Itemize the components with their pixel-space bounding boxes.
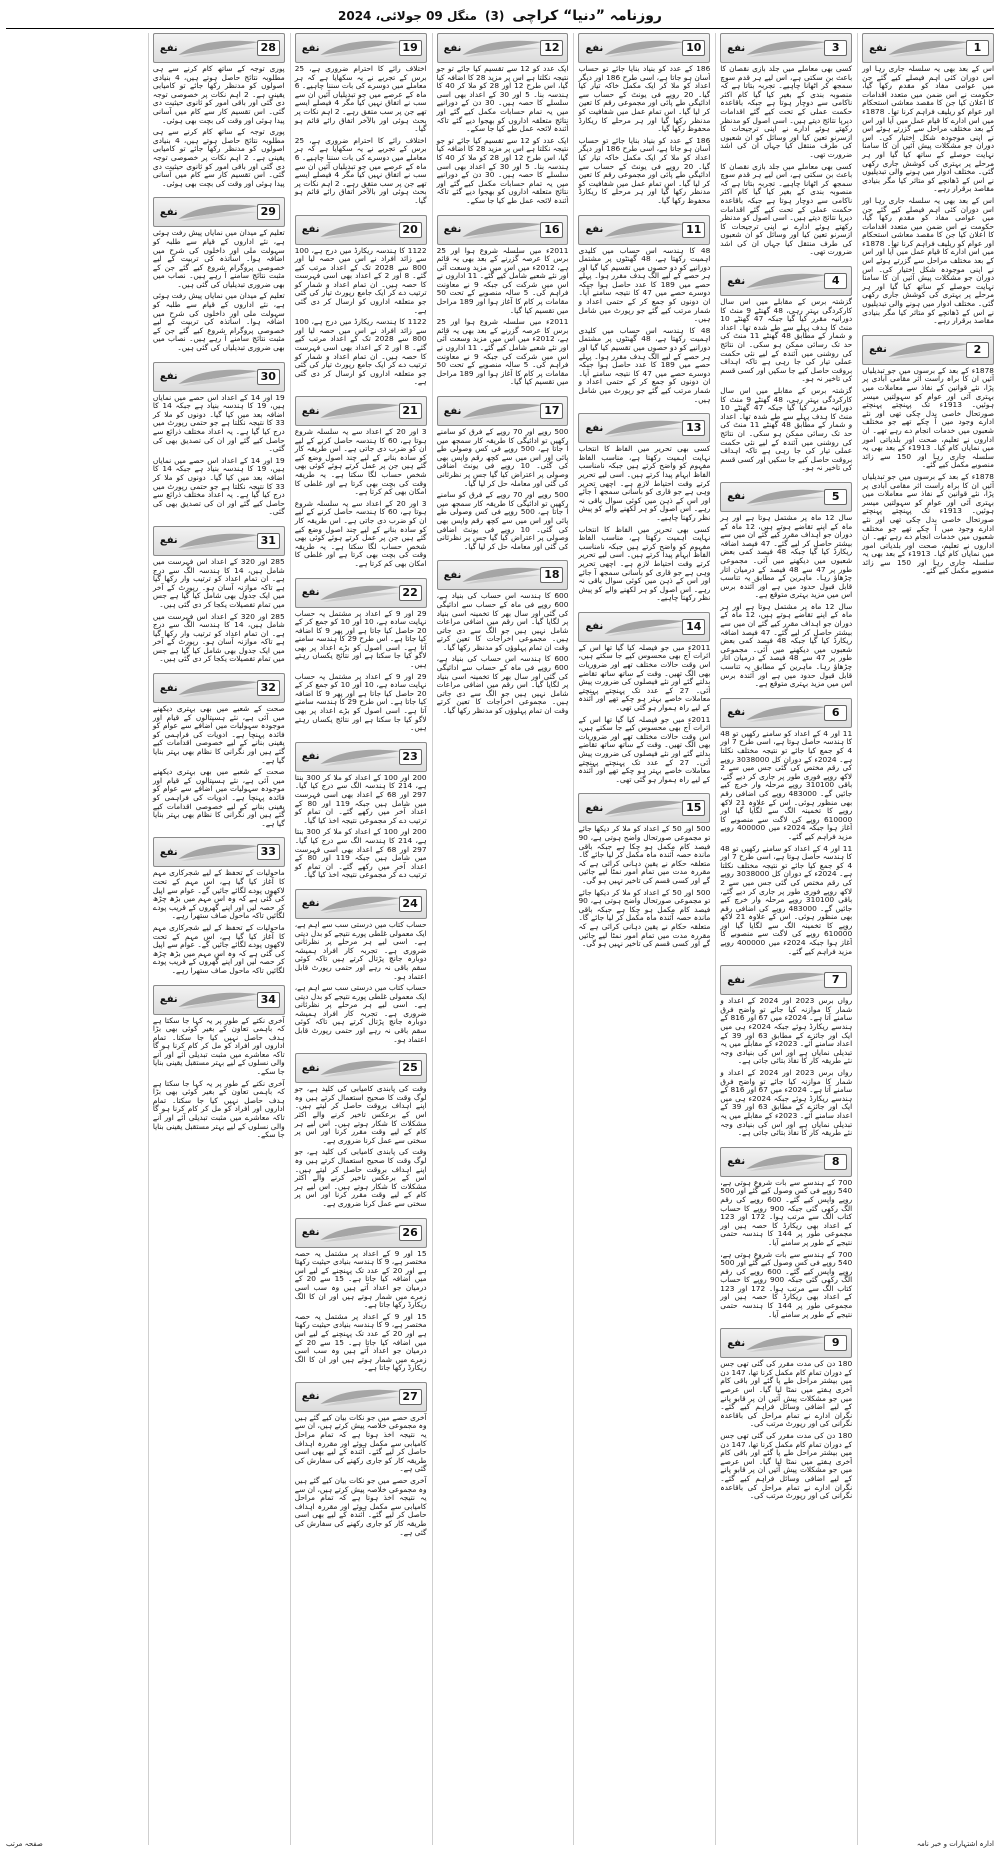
article-number: 4 — [824, 273, 847, 289]
article-block — [437, 396, 569, 554]
article-body: 1878ء کے بعد کے برسوں میں جو تبدیلیاں آئیں ان کا براہ راست اثر مقامی آبادی پر پڑا، نئے قوانین کے نفاذ سے معاملات میں بہتری آئی اور عوام کو سہولتیں میسر ہوئیں۔ 1913ء تک پہنچتے پہنچتے صورتحال خاصی بدل چکی تھی اور نئے ادارے وجود میں آ چکے تھے جو مختلف شعبوں میں خدمات انجام دے رہے تھے۔ ان اداروں نے تعلیم، صحت اور بلدیاتی امور میں نمایاں کام کیا۔ 1913ء کے بعد بھی یہ سلسلہ جاری رہا اور 150 سے زائد منصوبے مکمل کیے گئے۔ 1878ء کے بعد کے برسوں میں جو تبدیلیاں آئیں ان کا براہ راست اثر مقامی آبادی پر پڑا، نئے قوانین کے نفاذ سے معاملات میں بہتری آئی اور عوام کو سہولتیں میسر ہوئیں۔ 1913ء تک پہنچتے پہنچتے صورتحال خاصی بدل چکی تھی اور نئے ادارے وجود میں آ چکے تھے جو مختلف شعبوں میں خدمات انجام دے رہے تھے۔ ان اداروں نے تعلیم، صحت اور بلدیاتی امور میں نمایاں کام کیا۔ 1913ء کے بعد بھی یہ سلسلہ جاری رہا اور 150 سے زائد منصوبے مکمل کیے گئے۔ — [862, 365, 994, 576]
article-label: نفع — [727, 42, 746, 54]
banner-swoosh-icon — [603, 219, 686, 241]
banner-swoosh-icon — [319, 1222, 402, 1244]
column-6 — [148, 33, 285, 1845]
article-body: آخری نکتے کے طور پر یہ کہا جا سکتا ہے کہ باہمی تعاون کے بغیر کوئی بھی بڑا ہدف حاصل نہیں کیا جا سکتا۔ تمام اداروں اور افراد کو مل کر کام کرنا ہو گا تاکہ معاشرے میں مثبت تبدیلی آئے اور آنے والی نسلوں کے لیے بہتر مستقبل یقینی بنایا جا سکے۔ آخری نکتے کے طور پر یہ کہا جا سکتا ہے کہ باہمی تعاون کے بغیر کوئی بھی بڑا ہدف حاصل نہیں کیا جا سکتا۔ تمام اداروں اور افراد کو مل کر کام کرنا ہو گا تاکہ معاشرے میں مثبت تبدیلی آئے اور آنے والی نسلوں کے لیے بہتر مستقبل یقینی بنایا جا سکے۔ — [152, 1015, 285, 1140]
article-number: 13 — [682, 420, 705, 436]
article-banner — [437, 215, 569, 245]
article-label: نفع — [727, 1337, 746, 1349]
banner-swoosh-icon — [603, 616, 686, 638]
article-label: نفع — [585, 422, 604, 434]
article-block — [720, 33, 852, 260]
banner-swoosh-icon — [461, 37, 544, 59]
banner-swoosh-icon — [745, 702, 828, 724]
article-block — [153, 33, 285, 191]
article-banner — [295, 742, 427, 772]
article-body: 1122 کا ہندسہ ریکارڈ میں درج ہے، 100 سے زائد افراد نے اس میں حصہ لیا اور 800 سے 2028 تک کے اعداد مرتب کیے گئے۔ 8 اور 2 کے اعداد بھی اسی فہرست کا حصہ ہیں۔ ان تمام اعداد و شمار کو ترتیب دے کر ایک جامع رپورٹ تیار کی گئی جو متعلقہ اداروں کو ارسال کر دی گئی ہے۔ 1122 کا ہندسہ ریکارڈ میں درج ہے، 100 سے زائد افراد نے اس میں حصہ لیا اور 800 سے 2028 تک کے اعداد مرتب کیے گئے۔ 8 اور 2 کے اعداد بھی اسی فہرست کا حصہ ہیں۔ ان تمام اعداد و شمار کو ترتیب دے کر ایک جامع رپورٹ تیار کی گئی جو متعلقہ اداروں کو ارسال کر دی گئی ہے۔ — [294, 245, 427, 387]
article-number: 6 — [824, 705, 847, 721]
article-number: 30 — [257, 369, 280, 385]
article-banner — [295, 578, 427, 608]
article-body: 180 دن کی مدت مقرر کی گئی تھی جس کے دوران تمام کام مکمل کرنا تھا، 147 دن میں بیشتر مراحل طے پا گئے اور باقی کام آخری ہفتے میں نمٹا لیا گیا۔ اس عرصے میں جو مشکلات پیش آئیں ان پر قابو پانے کے لیے اضافی وسائل فراہم کیے گئے۔ نگران ادارے نے تمام مراحل کی باقاعدہ نگرانی کی اور رپورٹ مرتب کی۔ 180 دن کی مدت مقرر کی گئی تھی جس کے دوران تمام کام مکمل کرنا تھا، 147 دن میں بیشتر مراحل طے پا گئے اور باقی کام آخری ہفتے میں نمٹا لیا گیا۔ اس عرصے میں جو مشکلات پیش آئیں ان پر قابو پانے کے لیے اضافی وسائل فراہم کیے گئے۔ نگران ادارے نے تمام مراحل کی باقاعدہ نگرانی کی اور رپورٹ مرتب کی۔ — [720, 1359, 853, 1501]
article-label: نفع — [301, 405, 320, 417]
article-body: حساب کتاب میں درستی سب سے اہم ہے، ایک معمولی غلطی پورے نتیجے کو بدل دیتی ہے۔ اسی لیے ہر مرحلے پر نظرثانی ضروری ہے۔ تجربہ کار افراد ہمیشہ دوبارہ جانچ پڑتال کرتے ہیں تاکہ کوئی سقم باقی نہ رہے اور حتمی رپورٹ قابل اعتماد ہو۔ حساب کتاب میں درستی سب سے اہم ہے، ایک معمولی غلطی پورے نتیجے کو بدل دیتی ہے۔ اسی لیے ہر مرحلے پر نظرثانی ضروری ہے۔ تجربہ کار افراد ہمیشہ دوبارہ جانچ پڑتال کرتے ہیں تاکہ کوئی سقم باقی نہ رہے اور حتمی رپورٹ قابل اعتماد ہو۔ — [294, 919, 427, 1044]
column-1 — [857, 33, 994, 1845]
article-label: نفع — [585, 42, 604, 54]
footer-right-note: ادارہ اشتہارات و خبر نامہ — [916, 1840, 994, 1848]
article-body: رواں برس 2023 اور 2024 کے اعداد و شمار کا موازنہ کیا جائے تو واضح فرق سامنے آتا ہے۔ 2024ء میں 67 اور 816 کے ہندسے ریکارڈ ہوئے جبکہ 2024ء ہی میں ایک اور جائزے کے مطابق 63 اور 39 کے اعداد سامنے آئے۔ 2023ء کے مقابلے میں یہ تبدیلی نمایاں ہے اور اس کی بنیادی وجہ نئے طریقہ کار کا نفاذ بتائی جاتی ہے۔ رواں برس 2023 اور 2024 کے اعداد و شمار کا موازنہ کیا جائے تو واضح فرق سامنے آتا ہے۔ 2024ء میں 67 اور 816 کے ہندسے ریکارڈ ہوئے جبکہ 2024ء ہی میں ایک اور جائزے کے مطابق 63 اور 39 کے اعداد سامنے آئے۔ 2023ء کے مقابلے میں یہ تبدیلی نمایاں ہے اور اس کی بنیادی وجہ نئے طریقہ کار کا نفاذ بتائی جاتی ہے۔ — [720, 996, 853, 1138]
column-7 — [6, 33, 143, 1845]
article-body: 2011ء میں سلسلہ شروع ہوا اور 25 برس کا عرصہ گزرنے کے بعد بھی یہ قائم ہے، 2012ء میں اس میں مزید وسعت آئی اور نئے شعبے شامل کیے گئے۔ 11 اداروں نے اس میں شرکت کی جبکہ 9 نے معاونت فراہم کی۔ 5 سالہ منصوبے کے تحت 50 مقامات پر کام کا آغاز ہوا اور 189 مراحل میں تقسیم کیا گیا۔ 2011ء میں سلسلہ شروع ہوا اور 25 برس کا عرصہ گزرنے کے بعد بھی یہ قائم ہے، 2012ء میں اس میں مزید وسعت آئی اور نئے شعبے شامل کیے گئے۔ 11 اداروں نے اس میں شرکت کی جبکہ 9 نے معاونت فراہم کی۔ 5 سالہ منصوبے کے تحت 50 مقامات پر کام کا آغاز ہوا اور 189 مراحل میں تقسیم کیا گیا۔ — [436, 245, 569, 387]
article-label: نفع — [727, 974, 746, 986]
banner-swoosh-icon — [745, 1151, 828, 1173]
article-banner — [295, 1382, 427, 1412]
article-body: پوری توجہ کے ساتھ کام کرنے سے ہی مطلوبہ نتائج حاصل ہوتے ہیں، 4 بنیادی اصولوں کو مدنظر رکھا جائے تو کامیابی یقینی ہے۔ 2 اہم نکات پر خصوصی توجہ دی گئی اور باقی امور کو ثانوی حیثیت دی گئی۔ اس تقسیم کار سے کام میں آسانی پیدا ہوئی اور وقت کی بچت بھی ہوئی۔ پوری توجہ کے ساتھ کام کرنے سے ہی مطلوبہ نتائج حاصل ہوتے ہیں، 4 بنیادی اصولوں کو مدنظر رکھا جائے تو کامیابی یقینی ہے۔ 2 اہم نکات پر خصوصی توجہ دی گئی اور باقی امور کو ثانوی حیثیت دی گئی۔ اس تقسیم کار سے کام میں آسانی پیدا ہوئی اور وقت کی بچت بھی ہوئی۔ — [152, 64, 285, 188]
article-label: نفع — [159, 206, 178, 218]
article-number: 21 — [399, 403, 422, 419]
publication-date: منگل 09 جولائی، 2024 — [338, 9, 477, 23]
article-number: 27 — [399, 1389, 422, 1405]
article-body: ایک عدد کو 12 سے تقسیم کیا جائے تو جو نتیجہ نکلتا ہے اس پر مزید 28 کا اضافہ کیا گیا، اس طرح 12 اور 28 کو ملا کر 40 کا ہندسہ بنا۔ 5 اور 30 کے اعداد بھی اسی سلسلے کا حصہ ہیں۔ 30 دن کے دورانیے میں یہ تمام حسابات مکمل کیے گئے اور نتائج متعلقہ اداروں کو بھجوا دیے گئے تاکہ آئندہ لائحہ عمل طے کیا جا سکے۔ ایک عدد کو 12 سے تقسیم کیا جائے تو جو نتیجہ نکلتا ہے اس پر مزید 28 کا اضافہ کیا گیا، اس طرح 12 اور 28 کو ملا کر 40 کا ہندسہ بنا۔ 5 اور 30 کے اعداد بھی اسی سلسلے کا حصہ ہیں۔ 30 دن کے دورانیے میں یہ تمام حسابات مکمل کیے گئے اور نتائج متعلقہ اداروں کو بھجوا دیے گئے تاکہ آئندہ لائحہ عمل طے کیا جا سکے۔ — [436, 64, 569, 205]
article-number: 10 — [682, 40, 705, 56]
article-block — [153, 837, 285, 978]
article-banner — [295, 889, 427, 919]
article-block — [862, 335, 994, 579]
article-label: نفع — [301, 42, 320, 54]
banner-swoosh-icon — [745, 37, 828, 59]
banner-swoosh-icon — [319, 37, 402, 59]
column-4 — [432, 33, 569, 1845]
article-label: نفع — [585, 224, 604, 235]
article-body: 200 اور 100 کے اعداد کو ملا کر 300 بنتا ہے، 214 کا ہندسہ الگ سے درج کیا گیا۔ 297 اور 68 کے اعداد بھی اسی فہرست میں شامل ہیں جبکہ 119 اور 80 کے اعداد آخر میں رکھے گئے۔ ان تمام کو ترتیب دے کر مجموعی نتیجہ اخذ کیا گیا۔ 200 اور 100 کے اعداد کو ملا کر 300 بنتا ہے، 214 کا ہندسہ الگ سے درج کیا گیا۔ 297 اور 68 کے اعداد بھی اسی فہرست میں شامل ہیں جبکہ 119 اور 80 کے اعداد آخر میں رکھے گئے۔ ان تمام کو ترتیب دے کر مجموعی نتیجہ اخذ کیا گیا۔ — [294, 772, 427, 880]
article-label: نفع — [869, 344, 887, 356]
article-block — [720, 965, 852, 1141]
article-number: 2 — [966, 342, 989, 358]
article-body: 19 اور 14 کے اعداد اس حصے میں نمایاں ہیں، 19 کا ہندسہ بنیاد ہے جبکہ 14 کا اضافہ بعد میں کیا گیا۔ دونوں کو ملا کر 33 کا نتیجہ نکلتا ہے جو حتمی رپورٹ میں درج کیا گیا ہے۔ یہ اعداد مختلف ذرائع سے حاصل کیے گئے اور ان کی تصدیق بھی کی گئی۔ 19 اور 14 کے اعداد اس حصے میں نمایاں ہیں، 19 کا ہندسہ بنیاد ہے جبکہ 14 کا اضافہ بعد میں کیا گیا۔ دونوں کو ملا کر 33 کا نتیجہ نکلتا ہے جو حتمی رپورٹ میں درج کیا گیا ہے۔ یہ اعداد مختلف ذرائع سے حاصل کیے گئے اور ان کی تصدیق بھی کی گئی۔ — [152, 392, 285, 517]
article-banner — [720, 965, 852, 995]
paper-name: روزنامہ ”دنیا“ کراچی — [512, 8, 662, 24]
article-block — [720, 698, 852, 959]
article-label: نفع — [727, 275, 746, 287]
article-banner — [437, 560, 569, 590]
article-banner — [153, 673, 285, 703]
article-block — [578, 413, 710, 606]
article-block — [295, 396, 427, 572]
article-label: نفع — [159, 846, 178, 858]
article-banner — [295, 215, 427, 245]
article-label: نفع — [727, 491, 746, 503]
article-number: 8 — [824, 1154, 847, 1170]
article-label: نفع — [301, 1227, 320, 1239]
article-number: 14 — [682, 619, 705, 635]
article-number: 16 — [540, 222, 563, 238]
article-body: 500 اور 50 کے اعداد کو ملا کر دیکھا جائے تو مجموعی صورتحال واضح ہوتی ہے، 90 فیصد کام مکمل ہو چکا ہے جبکہ باقی ماندہ حصہ آئندہ ماہ مکمل کر لیا جائے گا۔ متعلقہ حکام نے یقین دہانی کرائی ہے کہ مقررہ مدت میں تمام امور نمٹا لیے جائیں گے اور کسی قسم کی تاخیر نہیں ہو گی۔ 500 اور 50 کے اعداد کو ملا کر دیکھا جائے تو مجموعی صورتحال واضح ہوتی ہے، 90 فیصد کام مکمل ہو چکا ہے جبکہ باقی ماندہ حصہ آئندہ ماہ مکمل کر لیا جائے گا۔ متعلقہ حکام نے یقین دہانی کرائی ہے کہ مقررہ مدت میں تمام امور نمٹا لیے جائیں گے اور کسی قسم کی تاخیر نہیں ہو گی۔ — [578, 824, 711, 949]
article-label: نفع — [727, 707, 746, 719]
article-banner — [720, 482, 852, 512]
article-body: صحت کے شعبے میں بھی بہتری دیکھنے میں آئی ہے، نئے ہسپتالوں کے قیام اور موجودہ سہولیات میں اضافے سے عوام کو فائدہ پہنچا ہے۔ ادویات کی فراہمی کو یقینی بنانے کے لیے خصوصی اقدامات کیے گئے ہیں اور نگرانی کا نظام بھی بہتر بنایا گیا ہے۔ صحت کے شعبے میں بھی بہتری دیکھنے میں آئی ہے، نئے ہسپتالوں کے قیام اور موجودہ سہولیات میں اضافے سے عوام کو فائدہ پہنچا ہے۔ ادویات کی فراہمی کو یقینی بنانے کے لیے خصوصی اقدامات کیے گئے ہیں اور نگرانی کا نظام بھی بہتر بنایا گیا ہے۔ — [152, 704, 285, 828]
article-block — [578, 793, 710, 951]
article-block — [437, 33, 569, 209]
article-banner — [153, 362, 285, 392]
article-label: نفع — [585, 621, 604, 633]
article-block — [720, 482, 852, 692]
banner-swoosh-icon — [461, 219, 544, 241]
banner-swoosh-icon — [319, 1057, 402, 1079]
article-block — [437, 560, 569, 718]
article-body: 500 روپے اور 70 روپے کے فرق کو سامنے رکھیں تو ادائیگی کا طریقہ کار سمجھ میں آ جاتا ہے، 500 روپے فی کس وصولی طے پائی اور اس میں سے کچھ رقم واپس بھی کی گئی۔ 10 روپے فی یونٹ اضافی وصولی پر اعتراض کیا گیا جس پر نظرثانی کی گئی اور معاملہ حل کر لیا گیا۔ 500 روپے اور 70 روپے کے فرق کو سامنے رکھیں تو ادائیگی کا طریقہ کار سمجھ میں آ جاتا ہے، 500 روپے فی کس وصولی طے پائی اور اس میں سے کچھ رقم واپس بھی کی گئی۔ 10 روپے فی یونٹ اضافی وصولی پر اعتراض کیا گیا جس پر نظرثانی کی گئی اور معاملہ حل کر لیا گیا۔ — [436, 427, 569, 551]
article-label: نفع — [443, 569, 462, 581]
article-label: نفع — [443, 224, 462, 235]
article-block — [153, 673, 285, 831]
article-banner — [153, 33, 285, 63]
article-body: 15 اور 9 کے اعداد پر مشتمل یہ حصہ مختصر ہے، 9 کا ہندسہ بنیادی حیثیت رکھتا ہے اور 20 کے عدد تک پہنچنے کے لیے اس میں اضافہ کیا جاتا ہے۔ 15 سے 20 کے درمیان جو اعداد آتے ہیں وہ سب اسی زمرے میں شمار ہوتے ہیں اور ان کا الگ ریکارڈ رکھا جاتا ہے۔ 15 اور 9 کے اعداد پر مشتمل یہ حصہ مختصر ہے، 9 کا ہندسہ بنیادی حیثیت رکھتا ہے اور 20 کے عدد تک پہنچنے کے لیے اس میں اضافہ کیا جاتا ہے۔ 15 سے 20 کے درمیان جو اعداد آتے ہیں وہ سب اسی زمرے میں شمار ہوتے ہیں اور ان کا الگ ریکارڈ رکھا جاتا ہے۔ — [294, 1248, 427, 1373]
article-block — [153, 526, 285, 667]
article-banner — [295, 1053, 427, 1083]
banner-swoosh-icon — [177, 841, 260, 863]
article-body: سال 12 ماہ پر مشتمل ہوتا ہے اور ہر ماہ کے اپنے تقاضے ہوتے ہیں، 12 ماہ کے دوران جو اہداف مقرر کیے گئے ان میں سے بیشتر حاصل کر لیے گئے۔ 47 فیصد اضافہ ریکارڈ کیا گیا جبکہ 48 فیصد کمی بعض شعبوں میں دیکھنے میں آئی۔ مجموعی طور پر 47 سے 48 فیصد کے درمیان اتار چڑھاؤ رہا۔ ماہرین کے مطابق یہ تناسب قابل قبول حدود میں ہے اور آئندہ برس اس میں مزید بہتری متوقع ہے۔ سال 12 ماہ پر مشتمل ہوتا ہے اور ہر ماہ کے اپنے تقاضے ہوتے ہیں، 12 ماہ کے دوران جو اہداف مقرر کیے گئے ان میں سے بیشتر حاصل کر لیے گئے۔ 47 فیصد اضافہ ریکارڈ کیا گیا جبکہ 48 فیصد کمی بعض شعبوں میں دیکھنے میں آئی۔ مجموعی طور پر 47 سے 48 فیصد کے درمیان اتار چڑھاؤ رہا۔ ماہرین کے مطابق یہ تناسب قابل قبول حدود میں ہے اور آئندہ برس اس میں مزید بہتری متوقع ہے۔ — [720, 512, 853, 689]
article-label: نفع — [301, 1391, 320, 1403]
article-block — [720, 1328, 852, 1504]
article-block — [295, 1382, 427, 1540]
article-body: 29 اور 9 کے اعداد پر مشتمل یہ حساب نہایت سادہ ہے، 10 اور 10 کو جمع کر کے 20 حاصل کیا جاتا ہے اور پھر 9 کا اضافہ کیا جاتا ہے۔ اس طرح 29 کا ہندسہ سامنے آتا ہے۔ اسی اصول کو بڑے اعداد پر بھی لاگو کیا جا سکتا ہے اور نتائج یکساں رہتے ہیں۔ 29 اور 9 کے اعداد پر مشتمل یہ حساب نہایت سادہ ہے، 10 اور 10 کو جمع کر کے 20 حاصل کیا جاتا ہے اور پھر 9 کا اضافہ کیا جاتا ہے۔ اس طرح 29 کا ہندسہ سامنے آتا ہے۔ اسی اصول کو بڑے اعداد پر بھی لاگو کیا جا سکتا ہے اور نتائج یکساں رہتے ہیں۔ — [294, 608, 427, 733]
article-number: 1 — [966, 40, 989, 56]
article-number: 17 — [540, 403, 563, 419]
article-body: 11 اور 4 کے اعداد کو سامنے رکھیں تو 48 کا ہندسہ حاصل ہوتا ہے، اسی طرح 7 اور 4 کو جمع کیا جائے تو نتیجہ مختلف نکلتا ہے۔ 2024ء کے دوران کل 3038000 روپے کی رقم مختص کی گئی جس میں سے 2 لاکھ روپے فوری طور پر جاری کر دیے گئے، باقی 310100 روپے مرحلہ وار خرچ کیے جائیں گے۔ 483000 روپے کی اضافی رقم بھی منظور ہوئی۔ اس کے علاوہ 21 لاکھ روپے کا تخمینہ الگ سے لگایا گیا اور 610000 روپے کی لاگت سے منصوبے کا آغاز ہوا جبکہ 2024ء میں 400000 روپے مزید فراہم کیے گئے۔ 11 اور 4 کے اعداد کو سامنے رکھیں تو 48 کا ہندسہ حاصل ہوتا ہے، اسی طرح 7 اور 4 کو جمع کیا جائے تو نتیجہ مختلف نکلتا ہے۔ 2024ء کے دوران کل 3038000 روپے کی رقم مختص کی گئی جس میں سے 2 لاکھ روپے فوری طور پر جاری کر دیے گئے، باقی 310100 روپے مرحلہ وار خرچ کیے جائیں گے۔ 483000 روپے کی اضافی رقم بھی منظور ہوئی۔ اس کے علاوہ 21 لاکھ روپے کا تخمینہ الگ سے لگایا گیا اور 610000 روپے کی لاگت سے منصوبے کا آغاز ہوا جبکہ 2024ء میں 400000 روپے مزید فراہم کیے گئے۔ — [720, 728, 853, 956]
article-label: نفع — [443, 405, 462, 417]
article-block — [862, 33, 994, 329]
article-body: 186 کے عدد کو بنیاد بنایا جائے تو حساب آسان ہو جاتا ہے، اسی طرح 186 اور دیگر اعداد کو ملا کر ایک مکمل خاکہ تیار کیا گیا۔ 20 روپے فی یونٹ کے حساب سے ادائیگی طے پائی اور مجموعی رقم کا تعین کر لیا گیا۔ اس تمام عمل میں شفافیت کو مدنظر رکھا گیا اور ہر مرحلے کا ریکارڈ محفوظ رکھا گیا۔ 186 کے عدد کو بنیاد بنایا جائے تو حساب آسان ہو جاتا ہے، اسی طرح 186 اور دیگر اعداد کو ملا کر ایک مکمل خاکہ تیار کیا گیا۔ 20 روپے فی یونٹ کے حساب سے ادائیگی طے پائی اور مجموعی رقم کا تعین کر لیا گیا۔ اس تمام عمل میں شفافیت کو مدنظر رکھا گیا اور ہر مرحلے کا ریکارڈ محفوظ رکھا گیا۔ — [578, 64, 711, 205]
banner-swoosh-icon — [887, 339, 970, 361]
article-banner — [720, 1328, 852, 1358]
article-body: 2011ء میں جو فیصلہ کیا گیا تھا اس کے اثرات آج بھی محسوس کیے جا سکتے ہیں، اس وقت حالات مختلف تھے اور ضروریات بھی الگ تھیں۔ وقت کے ساتھ ساتھ تقاضے بدلتے گئے اور نئے فیصلوں کی ضرورت پیش آئی۔ 27 کے عدد تک پہنچتے پہنچتے معاملات خاصے بہتر ہو چکے تھے اور آئندہ کے لیے راہ ہموار ہو گئی تھی۔ 2011ء میں جو فیصلہ کیا گیا تھا اس کے اثرات آج بھی محسوس کیے جا سکتے ہیں، اس وقت حالات مختلف تھے اور ضروریات بھی الگ تھیں۔ وقت کے ساتھ ساتھ تقاضے بدلتے گئے اور نئے فیصلوں کی ضرورت پیش آئی۔ 27 کے عدد تک پہنچتے پہنچتے معاملات خاصے بہتر ہو چکے تھے اور آئندہ کے لیے راہ ہموار ہو گئی تھی۔ — [578, 642, 711, 784]
article-number: 15 — [682, 800, 705, 816]
column-3 — [573, 33, 710, 1845]
article-label: نفع — [443, 42, 462, 54]
article-body: 48 کا ہندسہ اس حساب میں کلیدی اہمیت رکھتا ہے، 48 گھنٹوں پر مشتمل دورانیے کو دو حصوں میں تقسیم کیا گیا اور ہر حصے کے لیے الگ ہدف مقرر ہوا۔ پہلے حصے میں 189 کا عدد حاصل ہوا جبکہ دوسرے حصے میں 47 کا نتیجہ سامنے آیا۔ ان دونوں کو جمع کر کے حتمی اعداد و شمار مرتب کیے گئے جو رپورٹ میں شامل ہیں۔ 48 کا ہندسہ اس حساب میں کلیدی اہمیت رکھتا ہے، 48 گھنٹوں پر مشتمل دورانیے کو دو حصوں میں تقسیم کیا گیا اور ہر حصے کے لیے الگ ہدف مقرر ہوا۔ پہلے حصے میں 189 کا عدد حاصل ہوا جبکہ دوسرے حصے میں 47 کا نتیجہ سامنے آیا۔ ان دونوں کو جمع کر کے حتمی اعداد و شمار مرتب کیے گئے جو رپورٹ میں شامل ہیں۔ — [578, 245, 711, 404]
article-number: 29 — [257, 204, 280, 220]
article-banner — [578, 612, 710, 642]
article-number: 28 — [257, 40, 280, 56]
article-body: وقت کی پابندی کامیابی کی کلید ہے، جو لوگ وقت کا صحیح استعمال کرتے ہیں وہ اپنے اہداف بروقت حاصل کر لیتے ہیں۔ اس کے برعکس تاخیر کرنے والے اکثر مشکلات کا شکار ہوتے ہیں۔ اس لیے ہر کام کے لیے وقت مقرر کرنا اور اس پر سختی سے عمل کرنا ضروری ہے۔ وقت کی پابندی کامیابی کی کلید ہے، جو لوگ وقت کا صحیح استعمال کرتے ہیں وہ اپنے اہداف بروقت حاصل کر لیتے ہیں۔ اس کے برعکس تاخیر کرنے والے اکثر مشکلات کا شکار ہوتے ہیں۔ اس لیے ہر کام کے لیے وقت مقرر کرنا اور اس پر سختی سے عمل کرنا ضروری ہے۔ — [294, 1084, 427, 1208]
article-label: نفع — [301, 898, 320, 910]
article-block — [295, 1053, 427, 1211]
banner-swoosh-icon — [319, 1386, 402, 1408]
article-number: 25 — [399, 1060, 422, 1076]
article-body: تعلیم کے میدان میں نمایاں پیش رفت ہوئی ہے، نئے اداروں کے قیام سے طلبہ کو سہولت ملی اور داخلوں کی شرح میں اضافہ ہوا۔ اساتذہ کی تربیت کے لیے خصوصی پروگرام شروع کیے گئے جن کے مثبت نتائج سامنے آ رہے ہیں۔ نصاب میں بھی ضروری تبدیلیاں کی گئی ہیں۔ تعلیم کے میدان میں نمایاں پیش رفت ہوئی ہے، نئے اداروں کے قیام سے طلبہ کو سہولت ملی اور داخلوں کی شرح میں اضافہ ہوا۔ اساتذہ کی تربیت کے لیے خصوصی پروگرام شروع کیے گئے جن کے مثبت نتائج سامنے آ رہے ہیں۔ نصاب میں بھی ضروری تبدیلیاں کی گئی ہیں۔ — [152, 228, 285, 353]
column-5 — [290, 33, 427, 1845]
article-number: 18 — [540, 567, 563, 583]
article-label: نفع — [301, 1062, 320, 1074]
article-label: نفع — [727, 1156, 746, 1168]
banner-swoosh-icon — [603, 417, 686, 439]
masthead — [6, 4, 994, 29]
article-body: اختلاف رائے کا احترام ضروری ہے، 25 برس کے تجربے نے یہ سکھایا ہے کہ ہر معاملے میں دوسرے کی بات سننا چاہیے۔ 6 ماہ کے عرصے میں جو تبدیلیاں آئیں ان سے سب نے اتفاق نہیں کیا مگر 4 فیصلے ایسے تھے جن پر سب متفق رہے۔ 2 اہم نکات پر بحث ہوئی اور بالآخر اتفاق رائے قائم ہو گیا۔ اختلاف رائے کا احترام ضروری ہے، 25 برس کے تجربے نے یہ سکھایا ہے کہ ہر معاملے میں دوسرے کی بات سننا چاہیے۔ 6 ماہ کے عرصے میں جو تبدیلیاں آئیں ان سے سب نے اتفاق نہیں کیا مگر 4 فیصلے ایسے تھے جن پر سب متفق رہے۔ 2 اہم نکات پر بحث ہوئی اور بالآخر اتفاق رائے قائم ہو گیا۔ — [294, 64, 427, 205]
article-columns — [6, 33, 994, 1845]
article-label: نفع — [869, 42, 887, 54]
banner-swoosh-icon — [745, 969, 828, 991]
article-number: 19 — [399, 40, 422, 56]
article-banner — [153, 197, 285, 227]
article-banner — [578, 215, 710, 245]
column-2 — [715, 33, 852, 1845]
banner-swoosh-icon — [319, 893, 402, 915]
article-label: نفع — [585, 802, 604, 814]
article-block — [295, 578, 427, 736]
article-banner — [437, 33, 569, 63]
article-label: نفع — [159, 994, 178, 1005]
article-block — [153, 985, 285, 1143]
article-number: 34 — [257, 992, 280, 1008]
article-block — [153, 197, 285, 355]
banner-swoosh-icon — [603, 37, 686, 59]
article-number: 22 — [399, 585, 422, 601]
article-body: 3 اور 20 کے اعداد سے یہ سلسلہ شروع ہوتا ہے، 60 کا ہندسہ حاصل کرنے کے لیے ان کو ضرب دی جاتی ہے۔ اس طریقہ کار کو سادہ بنانے کے لیے چند اصول وضع کیے گئے ہیں جن پر عمل کرتے ہوئے کوئی بھی شخص حساب لگا سکتا ہے۔ یہ طریقہ وقت کی بچت بھی کرتا ہے اور غلطی کا امکان بھی کم کرتا ہے۔ 3 اور 20 کے اعداد سے یہ سلسلہ شروع ہوتا ہے، 60 کا ہندسہ حاصل کرنے کے لیے ان کو ضرب دی جاتی ہے۔ اس طریقہ کار کو سادہ بنانے کے لیے چند اصول وضع کیے گئے ہیں جن پر عمل کرتے ہوئے کوئی بھی شخص حساب لگا سکتا ہے۔ یہ طریقہ وقت کی بچت بھی کرتا ہے اور غلطی کا امکان بھی کم کرتا ہے۔ — [294, 427, 427, 568]
article-block — [153, 362, 285, 520]
banner-swoosh-icon — [745, 270, 828, 292]
article-number: 33 — [257, 844, 280, 860]
article-body: ماحولیات کے تحفظ کے لیے شجرکاری مہم کا آغاز کیا گیا ہے، اس مہم کے تحت لاکھوں پودے لگائے جائیں گے۔ عوام سے اپیل کی گئی ہے کہ وہ اس مہم میں بڑھ چڑھ کر حصہ لیں اور اپنے گھروں کے قریب پودے لگائیں تاکہ ماحول صاف ستھرا رہے۔ ماحولیات کے تحفظ کے لیے شجرکاری مہم کا آغاز کیا گیا ہے، اس مہم کے تحت لاکھوں پودے لگائے جائیں گے۔ عوام سے اپیل کی گئی ہے کہ وہ اس مہم میں بڑھ چڑھ کر حصہ لیں اور اپنے گھروں کے قریب پودے لگائیں تاکہ ماحول صاف ستھرا رہے۔ — [152, 868, 285, 975]
banner-swoosh-icon — [603, 797, 686, 819]
article-banner — [295, 1218, 427, 1248]
article-number: 9 — [824, 1335, 847, 1351]
banner-swoosh-icon — [461, 564, 544, 586]
banner-swoosh-icon — [177, 989, 260, 1011]
article-banner — [720, 266, 852, 296]
article-banner — [720, 33, 852, 63]
article-banner — [862, 335, 994, 365]
article-number: 12 — [540, 40, 563, 56]
article-label: نفع — [159, 535, 178, 547]
article-label: نفع — [301, 224, 320, 235]
banner-swoosh-icon — [745, 486, 828, 508]
banner-swoosh-icon — [319, 219, 402, 241]
article-label: نفع — [159, 371, 178, 383]
article-block — [295, 1218, 427, 1376]
article-banner — [153, 526, 285, 556]
article-body: 285 اور 320 کے اعداد اس فہرست میں شامل ہیں، 14 کا ہندسہ الگ سے درج ہے۔ ان تمام اعداد کو ترتیب وار رکھا گیا ہے تاکہ موازنہ آسان ہو۔ رپورٹ کے آخر میں ایک جدول بھی شامل کیا گیا ہے جس میں تمام تفصیلات یکجا کر دی گئی ہیں۔ 285 اور 320 کے اعداد اس فہرست میں شامل ہیں، 14 کا ہندسہ الگ سے درج ہے۔ ان تمام اعداد کو ترتیب وار رکھا گیا ہے تاکہ موازنہ آسان ہو۔ رپورٹ کے آخر میں ایک جدول بھی شامل کیا گیا ہے جس میں تمام تفصیلات یکجا کر دی گئی ہیں۔ — [152, 556, 285, 664]
article-block — [578, 215, 710, 408]
footer-left-note: صفحہ مرتب — [6, 1840, 43, 1848]
banner-swoosh-icon — [887, 37, 970, 59]
article-number: 24 — [399, 896, 422, 912]
article-number: 32 — [257, 680, 280, 696]
banner-swoosh-icon — [319, 746, 402, 768]
article-body: اس کے بعد بھی یہ سلسلہ جاری رہا اور اس دوران کئی اہم فیصلے کیے گئے جن میں عوامی مفاد کو مقدم رکھا گیا، حکومت نے اس ضمن میں متعدد اقدامات کا اعلان کیا جن کا مقصد معاشی استحکام اور عوام کو ریلیف فراہم کرنا تھا۔ 1878ء میں اس ادارے کا قیام عمل میں آیا اور اس کے بعد مختلف مراحل سے گزرتے ہوئے اس نے اپنی موجودہ شکل اختیار کی۔ اس دوران جو مشکلات پیش آئیں ان کا سامنا نہایت حوصلے کے ساتھ کیا گیا اور ہر مرحلے پر بہتری کی کوشش جاری رکھی گئی۔ مختلف ادوار میں ہونے والی تبدیلیوں نے اس کے ڈھانچے کو متاثر کیا مگر بنیادی مقاصد برقرار رہے۔ اس کے بعد بھی یہ سلسلہ جاری رہا اور اس دوران کئی اہم فیصلے کیے گئے جن میں عوامی مفاد کو مقدم رکھا گیا، حکومت نے اس ضمن میں متعدد اقدامات کا اعلان کیا جن کا مقصد معاشی استحکام اور عوام کو ریلیف فراہم کرنا تھا۔ 1878ء میں اس ادارے کا قیام عمل میں آیا اور اس کے بعد مختلف مراحل سے گزرتے ہوئے اس نے اپنی موجودہ شکل اختیار کی۔ اس دوران جو مشکلات پیش آئیں ان کا سامنا نہایت حوصلے کے ساتھ کیا گیا اور ہر مرحلے پر بہتری کی کوشش جاری رکھی گئی۔ مختلف ادوار میں ہونے والی تبدیلیوں نے اس کے ڈھانچے کو متاثر کیا مگر بنیادی مقاصد برقرار رہے۔ — [862, 64, 994, 326]
article-banner — [578, 793, 710, 823]
article-banner — [720, 1147, 852, 1177]
article-banner — [295, 33, 427, 63]
article-banner — [153, 837, 285, 867]
edition-number: (3) — [484, 9, 505, 23]
article-body: کسی بھی معاملے میں جلد بازی نقصان کا باعث بن سکتی ہے، اس لیے ہر قدم سوچ سمجھ کر اٹھانا چاہیے۔ تجربہ بتاتا ہے کہ منصوبہ بندی کے بغیر کیا گیا کام اکثر ناکامی سے دوچار ہوتا ہے جبکہ باقاعدہ حکمت عملی کے تحت کیے گئے اقدامات دیرپا نتائج دیتے ہیں۔ اسی اصول کو مدنظر رکھتے ہوئے ادارے نے اپنی ترجیحات کا ازسرنو تعین کیا اور وسائل کو ان شعبوں کی طرف منتقل کیا جہاں ان کی اشد ضرورت تھی۔ کسی بھی معاملے میں جلد بازی نقصان کا باعث بن سکتی ہے، اس لیے ہر قدم سوچ سمجھ کر اٹھانا چاہیے۔ تجربہ بتاتا ہے کہ منصوبہ بندی کے بغیر کیا گیا کام اکثر ناکامی سے دوچار ہوتا ہے جبکہ باقاعدہ حکمت عملی کے تحت کیے گئے اقدامات دیرپا نتائج دیتے ہیں۔ اسی اصول کو مدنظر رکھتے ہوئے ادارے نے اپنی ترجیحات کا ازسرنو تعین کیا اور وسائل کو ان شعبوں کی طرف منتقل کیا جہاں ان کی اشد ضرورت تھی۔ — [720, 64, 853, 257]
article-banner — [437, 396, 569, 426]
article-block — [578, 33, 710, 209]
article-block — [720, 266, 852, 476]
article-number: 5 — [824, 489, 847, 505]
article-banner — [578, 413, 710, 443]
banner-swoosh-icon — [177, 201, 260, 223]
article-body: 700 کے ہندسے سے بات شروع ہوتی ہے، 540 روپے فی کس وصول کیے گئے اور 500 روپے واپس کیے گئے۔ 600 روپے کی رقم الگ رکھی گئی جبکہ 900 روپے کا حساب کتاب الگ سے مرتب ہوا۔ 172 اور 123 کے اعداد بھی ریکارڈ کا حصہ ہیں اور مجموعی طور پر 144 کا ہندسہ حتمی نتیجے کے طور پر سامنے آیا۔ 700 کے ہندسے سے بات شروع ہوتی ہے، 540 روپے فی کس وصول کیے گئے اور 500 روپے واپس کیے گئے۔ 600 روپے کی رقم الگ رکھی گئی جبکہ 900 روپے کا حساب کتاب الگ سے مرتب ہوا۔ 172 اور 123 کے اعداد بھی ریکارڈ کا حصہ ہیں اور مجموعی طور پر 144 کا ہندسہ حتمی نتیجے کے طور پر سامنے آیا۔ — [720, 1177, 853, 1319]
article-label: نفع — [301, 751, 320, 763]
article-banner — [720, 698, 852, 728]
article-number: 3 — [824, 40, 847, 56]
article-body: آخری حصے میں جو نکات بیان کیے گئے ہیں وہ مجموعی خلاصہ پیش کرتے ہیں، ان سے یہ نتیجہ اخذ ہوتا ہے کہ تمام مراحل کامیابی سے مکمل ہوئے اور مقررہ اہداف حاصل کر لیے گئے۔ آئندہ کے لیے بھی اسی طریقہ کار کو جاری رکھنے کی سفارش کی گئی ہے۔ آخری حصے میں جو نکات بیان کیے گئے ہیں وہ مجموعی خلاصہ پیش کرتے ہیں، ان سے یہ نتیجہ اخذ ہوتا ہے کہ تمام مراحل کامیابی سے مکمل ہوئے اور مقررہ اہداف حاصل کر لیے گئے۔ آئندہ کے لیے بھی اسی طریقہ کار کو جاری رکھنے کی سفارش کی گئی ہے۔ — [294, 1412, 427, 1537]
banner-swoosh-icon — [177, 530, 260, 552]
article-body: کسی بھی تحریر میں الفاظ کا انتخاب نہایت اہمیت رکھتا ہے، مناسب الفاظ مفہوم کو واضح کرتے ہیں جبکہ نامناسب الفاظ ابہام پیدا کرتے ہیں۔ اسی لیے تحریر کرتے وقت احتیاط لازم ہے۔ اچھی تحریر وہی ہے جو قاری کو بآسانی سمجھ آ جائے اور اس کے ذہن میں کوئی سوال باقی نہ رہے۔ اس اصول کو ہر لکھنے والے کو پیش نظر رکھنا چاہیے۔ کسی بھی تحریر میں الفاظ کا انتخاب نہایت اہمیت رکھتا ہے، مناسب الفاظ مفہوم کو واضح کرتے ہیں جبکہ نامناسب الفاظ ابہام پیدا کرتے ہیں۔ اسی لیے تحریر کرتے وقت احتیاط لازم ہے۔ اچھی تحریر وہی ہے جو قاری کو بآسانی سمجھ آ جائے اور اس کے ذہن میں کوئی سوال باقی نہ رہے۔ اس اصول کو ہر لکھنے والے کو پیش نظر رکھنا چاہیے۔ — [578, 444, 711, 603]
banner-swoosh-icon — [461, 400, 544, 422]
article-banner — [578, 33, 710, 63]
article-label: نفع — [301, 587, 320, 598]
article-block — [295, 215, 427, 391]
article-banner — [862, 33, 994, 63]
banner-swoosh-icon — [177, 37, 260, 59]
article-banner — [153, 985, 285, 1015]
article-block — [578, 612, 710, 788]
article-block — [295, 33, 427, 209]
article-block — [295, 742, 427, 883]
article-label: نفع — [159, 42, 178, 54]
article-body: گزشتہ برس کے مقابلے میں اس سال کارکردگی بہتر رہی، 48 گھنٹے 9 منٹ کا دورانیہ مقرر کیا گیا جبکہ 47 گھنٹے 10 منٹ کا ہدف پہلے سے طے شدہ تھا۔ اعداد و شمار کے مطابق 48 گھنٹے 11 منٹ کی حد تک رسائی ممکن ہو سکی۔ ان نتائج کی روشنی میں آئندہ کے لیے نئی حکمت عملی تیار کی جا رہی ہے تاکہ اہداف بروقت حاصل کیے جا سکیں اور کسی قسم کی تاخیر نہ ہو۔ گزشتہ برس کے مقابلے میں اس سال کارکردگی بہتر رہی، 48 گھنٹے 9 منٹ کا دورانیہ مقرر کیا گیا جبکہ 47 گھنٹے 10 منٹ کا ہدف پہلے سے طے شدہ تھا۔ اعداد و شمار کے مطابق 48 گھنٹے 11 منٹ کی حد تک رسائی ممکن ہو سکی۔ ان نتائج کی روشنی میں آئندہ کے لیے نئی حکمت عملی تیار کی جا رہی ہے تاکہ اہداف بروقت حاصل کیے جا سکیں اور کسی قسم کی تاخیر نہ ہو۔ — [720, 297, 853, 473]
banner-swoosh-icon — [745, 1332, 828, 1354]
banner-swoosh-icon — [319, 400, 402, 422]
article-number: 11 — [682, 222, 705, 238]
article-body: 600 کا ہندسہ اس حساب کی بنیاد ہے، 600 روپے فی ماہ کے حساب سے ادائیگی کی گئی اور سال بھر کا تخمینہ اسی بنیاد پر لگایا گیا۔ اس رقم میں اضافی مراعات شامل نہیں ہیں جو الگ سے دی جاتی ہیں۔ مجموعی اخراجات کا تعین کرتے وقت ان تمام پہلوؤں کو مدنظر رکھا گیا۔ 600 کا ہندسہ اس حساب کی بنیاد ہے، 600 روپے فی ماہ کے حساب سے ادائیگی کی گئی اور سال بھر کا تخمینہ اسی بنیاد پر لگایا گیا۔ اس رقم میں اضافی مراعات شامل نہیں ہیں جو الگ سے دی جاتی ہیں۔ مجموعی اخراجات کا تعین کرتے وقت ان تمام پہلوؤں کو مدنظر رکھا گیا۔ — [436, 591, 569, 716]
article-number: 20 — [399, 222, 422, 238]
article-banner — [295, 396, 427, 426]
article-block — [720, 1147, 852, 1323]
banner-swoosh-icon — [319, 582, 402, 604]
article-block — [437, 215, 569, 391]
article-block — [295, 889, 427, 1047]
article-label: نفع — [159, 682, 178, 694]
article-number: 7 — [824, 972, 847, 988]
banner-swoosh-icon — [177, 366, 260, 388]
article-number: 23 — [399, 749, 422, 765]
article-number: 31 — [257, 533, 280, 549]
banner-swoosh-icon — [177, 677, 260, 699]
article-number: 26 — [399, 1225, 422, 1241]
